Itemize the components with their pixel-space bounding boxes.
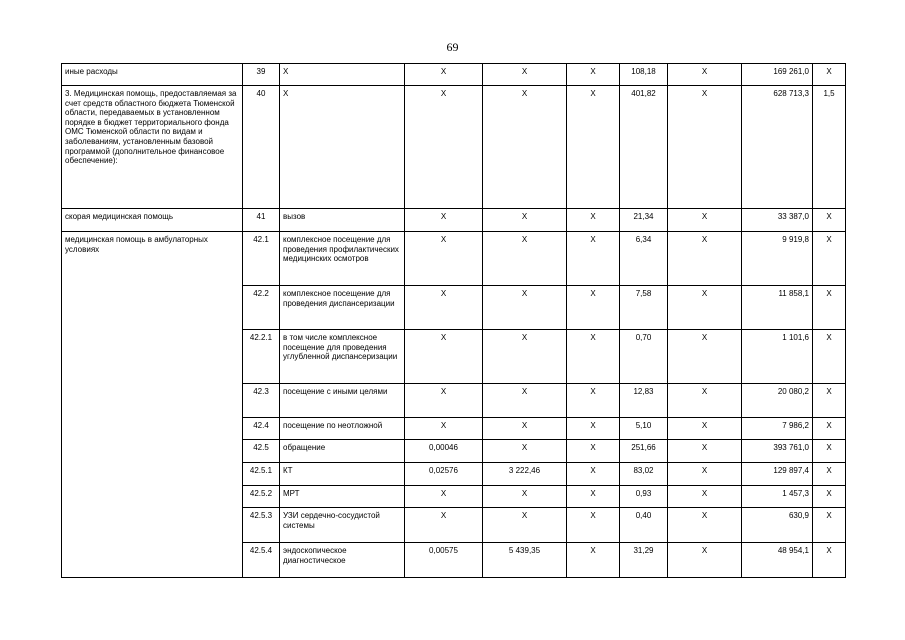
- row-name: скорая медицинская помощь: [62, 209, 243, 232]
- value-cell: 3 222,46: [483, 463, 567, 486]
- value-cell: Х: [405, 286, 483, 330]
- value-cell: Х: [668, 543, 742, 578]
- financing-table: [61, 63, 846, 578]
- value-cell: Х: [668, 209, 742, 232]
- unit-cell: МРТ: [280, 486, 405, 508]
- value-cell: Х: [668, 86, 742, 209]
- value-cell: Х: [567, 384, 620, 418]
- row-number: 42.4: [243, 418, 280, 440]
- page-number: 69: [446, 40, 459, 54]
- value-cell: Х: [668, 64, 742, 86]
- value-cell: Х: [483, 418, 567, 440]
- row-number: 42.5: [243, 440, 280, 463]
- value-cell: Х: [813, 543, 846, 578]
- row-number: 42.5.3: [243, 508, 280, 543]
- value-cell: Х: [483, 384, 567, 418]
- value-cell: Х: [567, 209, 620, 232]
- row-name: медицинская помощь в амбулаторных условиях: [62, 232, 243, 578]
- value-cell: Х: [567, 440, 620, 463]
- value-cell: Х: [483, 64, 567, 86]
- unit-cell: посещение по неотложной: [280, 418, 405, 440]
- value-cell: Х: [483, 86, 567, 209]
- value-cell: Х: [405, 209, 483, 232]
- value-cell: 129 897,4: [742, 463, 813, 486]
- value-cell: Х: [668, 486, 742, 508]
- row-number: 42.1: [243, 232, 280, 286]
- unit-cell: Х: [280, 64, 405, 86]
- unit-cell: в том числе комплексное посещение для проведения углубленной диспансеризации: [280, 330, 405, 384]
- value-cell: Х: [567, 330, 620, 384]
- value-cell: 20 080,2: [742, 384, 813, 418]
- value-cell: 0,00046: [405, 440, 483, 463]
- value-cell: 628 713,3: [742, 86, 813, 209]
- unit-cell: Х: [280, 86, 405, 209]
- value-cell: Х: [668, 463, 742, 486]
- row-number: 42.5.2: [243, 486, 280, 508]
- value-cell: Х: [405, 418, 483, 440]
- value-cell: Х: [567, 418, 620, 440]
- value-cell: Х: [567, 508, 620, 543]
- value-cell: Х: [483, 440, 567, 463]
- row-number: 42.3: [243, 384, 280, 418]
- value-cell: 48 954,1: [742, 543, 813, 578]
- row-number: 42.5.4: [243, 543, 280, 578]
- value-cell: Х: [813, 209, 846, 232]
- value-cell: 0,00575: [405, 543, 483, 578]
- value-cell: Х: [483, 330, 567, 384]
- value-cell: Х: [668, 440, 742, 463]
- value-cell: Х: [813, 384, 846, 418]
- unit-cell: комплексное посещение для проведения профилактических медицинских осмотров: [280, 232, 405, 286]
- value-cell: Х: [668, 384, 742, 418]
- value-cell: 5 439,35: [483, 543, 567, 578]
- value-cell: 169 261,0: [742, 64, 813, 86]
- value-cell: Х: [668, 508, 742, 543]
- table-row: [62, 64, 846, 86]
- value-cell: Х: [483, 232, 567, 286]
- value-cell: 630,9: [742, 508, 813, 543]
- row-name: 3. Медицинская помощь, предоставляемая за счет средств областного бюджета Тюменской области, передаваемых в установленном порядке в бюджет территориального фонда ОМС Тюменской области по видам и заболеваниям, установленным базовой программой (дополнительное финансовое обеспечение):: [62, 86, 243, 209]
- row-number: 41: [243, 209, 280, 232]
- value-cell: Х: [567, 486, 620, 508]
- value-cell: Х: [405, 486, 483, 508]
- table-row: [62, 86, 846, 209]
- value-cell: 1,5: [813, 86, 846, 209]
- value-cell: 108,18: [620, 64, 668, 86]
- unit-cell: УЗИ сердечно-сосудистой системы: [280, 508, 405, 543]
- value-cell: Х: [668, 418, 742, 440]
- value-cell: 9 919,8: [742, 232, 813, 286]
- value-cell: Х: [813, 463, 846, 486]
- value-cell: 0,70: [620, 330, 668, 384]
- value-cell: 1 457,3: [742, 486, 813, 508]
- unit-cell: посещение с иными целями: [280, 384, 405, 418]
- value-cell: Х: [483, 508, 567, 543]
- value-cell: 251,66: [620, 440, 668, 463]
- value-cell: 83,02: [620, 463, 668, 486]
- value-cell: Х: [567, 543, 620, 578]
- value-cell: 12,83: [620, 384, 668, 418]
- value-cell: 5,10: [620, 418, 668, 440]
- value-cell: Х: [668, 232, 742, 286]
- row-number: 39: [243, 64, 280, 86]
- value-cell: Х: [483, 486, 567, 508]
- value-cell: 31,29: [620, 543, 668, 578]
- value-cell: Х: [405, 232, 483, 286]
- unit-cell: вызов: [280, 209, 405, 232]
- value-cell: Х: [483, 209, 567, 232]
- value-cell: 401,82: [620, 86, 668, 209]
- value-cell: Х: [405, 508, 483, 543]
- value-cell: Х: [405, 86, 483, 209]
- value-cell: 1 101,6: [742, 330, 813, 384]
- value-cell: 7,58: [620, 286, 668, 330]
- value-cell: Х: [813, 286, 846, 330]
- value-cell: 6,34: [620, 232, 668, 286]
- value-cell: 7 986,2: [742, 418, 813, 440]
- value-cell: 21,34: [620, 209, 668, 232]
- value-cell: 0,02576: [405, 463, 483, 486]
- row-name: иные расходы: [62, 64, 243, 86]
- value-cell: Х: [405, 64, 483, 86]
- table-row: [62, 209, 846, 232]
- value-cell: Х: [668, 330, 742, 384]
- row-number: 42.2: [243, 286, 280, 330]
- value-cell: Х: [405, 384, 483, 418]
- row-number: 40: [243, 86, 280, 209]
- value-cell: 11 858,1: [742, 286, 813, 330]
- row-number: 42.5.1: [243, 463, 280, 486]
- value-cell: Х: [813, 440, 846, 463]
- value-cell: Х: [813, 232, 846, 286]
- value-cell: Х: [567, 64, 620, 86]
- value-cell: Х: [405, 330, 483, 384]
- value-cell: Х: [567, 286, 620, 330]
- value-cell: 0,40: [620, 508, 668, 543]
- value-cell: 33 387,0: [742, 209, 813, 232]
- value-cell: Х: [567, 232, 620, 286]
- value-cell: Х: [668, 286, 742, 330]
- unit-cell: КТ: [280, 463, 405, 486]
- table-row: [62, 232, 846, 286]
- value-cell: 393 761,0: [742, 440, 813, 463]
- value-cell: Х: [813, 486, 846, 508]
- value-cell: Х: [813, 418, 846, 440]
- unit-cell: комплексное посещение для проведения диспансеризации: [280, 286, 405, 330]
- value-cell: Х: [567, 86, 620, 209]
- value-cell: Х: [813, 508, 846, 543]
- row-number: 42.2.1: [243, 330, 280, 384]
- value-cell: 0,93: [620, 486, 668, 508]
- value-cell: Х: [483, 286, 567, 330]
- unit-cell: эндоскопическое диагностическое: [280, 543, 405, 578]
- value-cell: Х: [567, 463, 620, 486]
- value-cell: Х: [813, 330, 846, 384]
- value-cell: Х: [813, 64, 846, 86]
- unit-cell: обращение: [280, 440, 405, 463]
